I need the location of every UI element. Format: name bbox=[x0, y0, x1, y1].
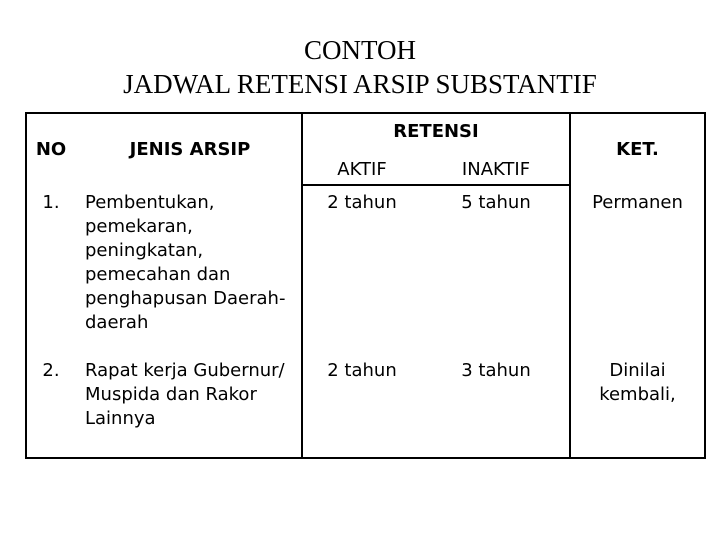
row-2-jenis-arsip: Rapat kerja Gubernur/ Muspida dan Rakor Lainnya bbox=[85, 360, 285, 429]
header-no: NO bbox=[35, 139, 67, 160]
header-jenis-arsip: JENIS ARSIP bbox=[129, 139, 251, 160]
row-1-no: 1. bbox=[42, 192, 60, 213]
row-2-inaktif: 3 tahun bbox=[461, 360, 531, 381]
row-2-ket: Dinilai kembali, bbox=[599, 360, 676, 405]
header-aktif: AKTIF bbox=[337, 159, 387, 180]
row-1-jenis-arsip: Pembentukan, pemekaran, peningkatan, pemecahan dan penghapusan Daerah- daerah bbox=[85, 192, 286, 333]
title-line-1: CONTOH bbox=[303, 35, 416, 65]
table-border-left bbox=[25, 112, 27, 459]
header-inaktif: INAKTIF bbox=[461, 159, 531, 180]
row-2-aktif: 2 tahun bbox=[327, 360, 397, 381]
table-border-right bbox=[704, 112, 706, 459]
header-ket: KET. bbox=[616, 139, 659, 160]
row-1-aktif: 2 tahun bbox=[327, 192, 397, 213]
row-1-inaktif: 5 tahun bbox=[461, 192, 531, 213]
table-header-rule bbox=[301, 184, 571, 186]
row-2-no: 2. bbox=[42, 360, 60, 381]
header-retensi: RETENSI bbox=[393, 121, 479, 142]
title-line-2: JADWAL RETENSI ARSIP SUBSTANTIF bbox=[123, 69, 597, 99]
row-1-ket: Permanen bbox=[592, 192, 683, 213]
